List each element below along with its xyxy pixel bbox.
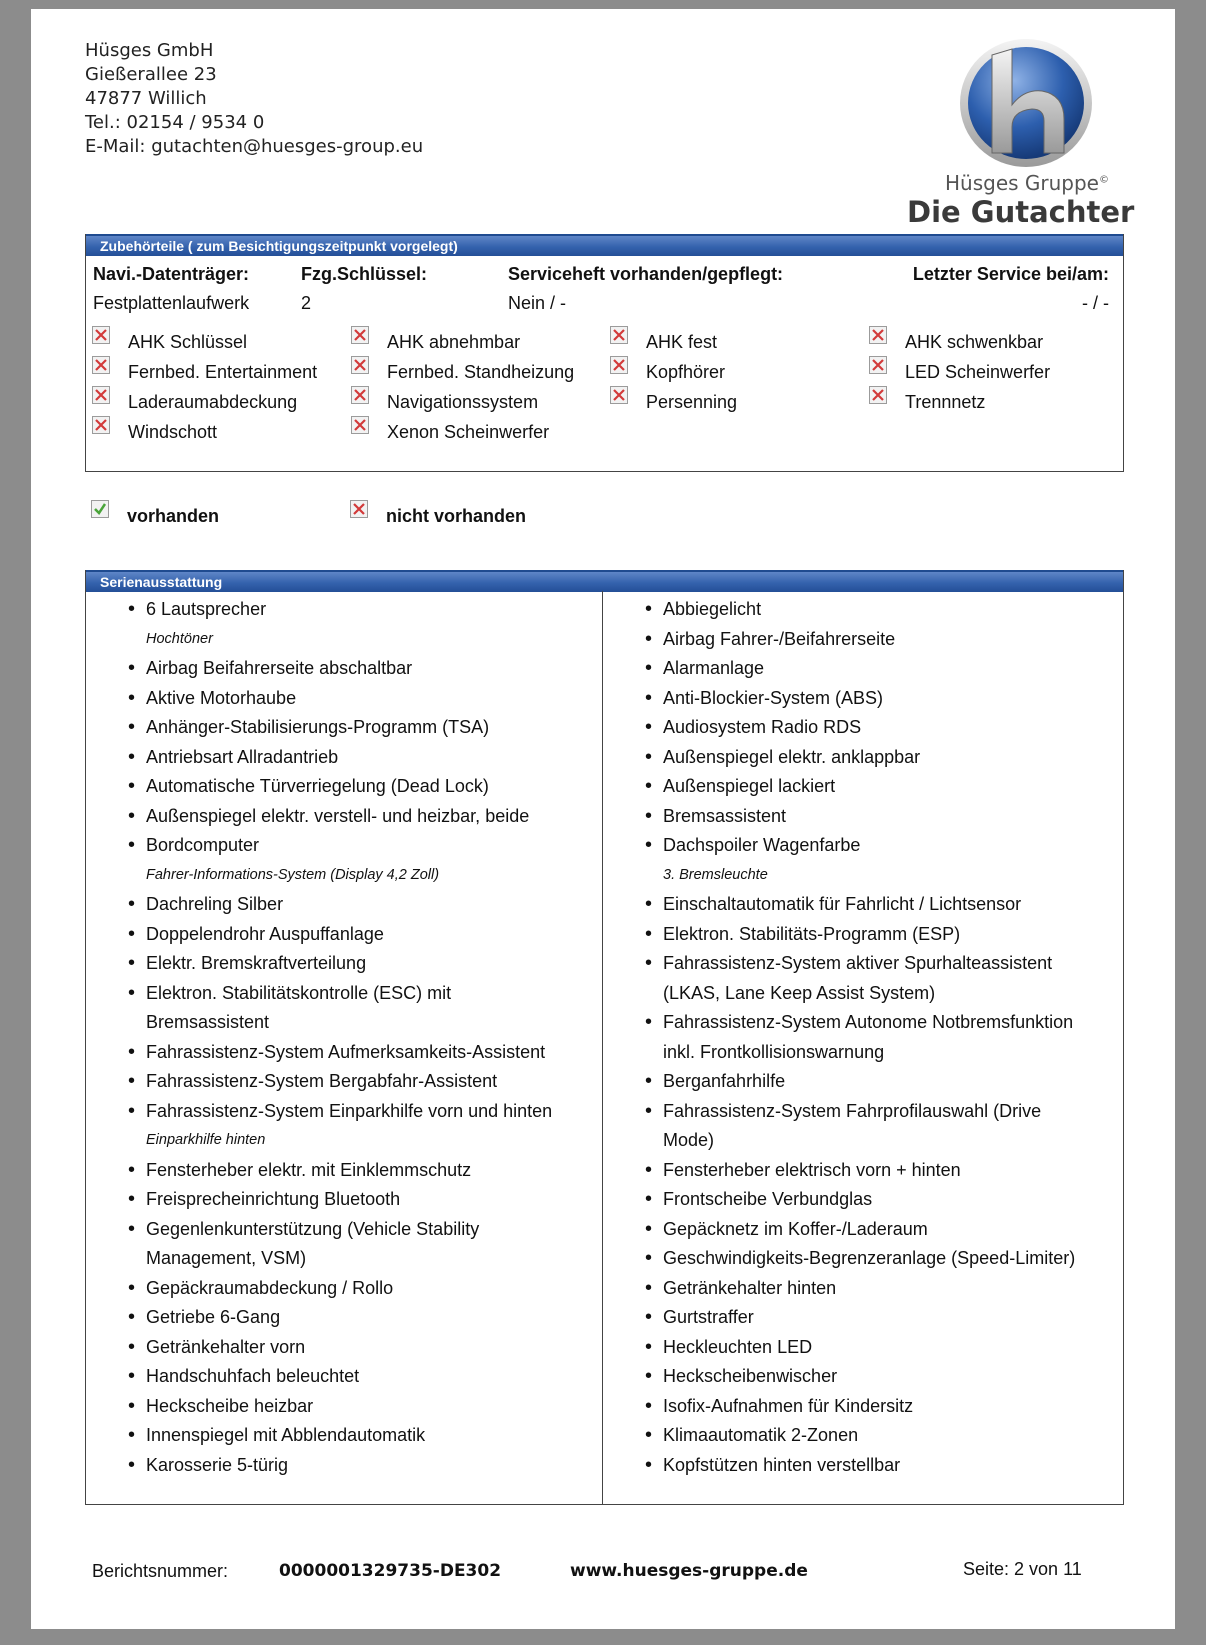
accessory-label: LED Scheinwerfer [905,362,1051,382]
cross-icon [92,416,110,434]
company-logo [909,35,1149,235]
equipment-item: • Elektron. Stabilitätskontrolle (ESC) mit [146,979,602,1009]
accessories-section [85,234,1124,472]
equipment-item: • Fahrassistenz-System aktiver Spurhalteassistent [663,949,1123,979]
series-equipment-section [85,570,1124,1505]
equipment-item: • Isofix-Aufnahmen für Kindersitz [663,1392,1123,1422]
cross-icon [351,386,369,404]
logo-h-emblem [954,35,1104,175]
equipment-item: • Gurtstraffer [663,1303,1123,1333]
equipment-item: • Gepäckraumabdeckung / Rollo [146,1274,602,1304]
series-list-right [663,595,1123,1480]
header-last-service: Letzter Service bei/am: [912,264,1109,284]
company-address [85,39,423,159]
equipment-item: • Doppelendrohr Auspuffanlage [146,920,602,950]
equipment-item: • Aktive Motorhaube [146,684,602,714]
equipment-item: • Außenspiegel lackiert [663,772,1123,802]
equipment-item: • Getränkehalter vorn [146,1333,602,1363]
cross-icon [92,386,110,404]
accessories-title: Zubehörteile ( zum Besichtigungszeitpunkt vorgelegt) [86,234,1123,256]
equipment-item: • Fahrassistenz-System Bergabfahr-Assistent [146,1067,602,1097]
equipment-item: Management, VSM) [146,1248,307,1268]
equipment-item: • Außenspiegel elektr. anklappbar [663,743,1123,773]
cross-icon [869,326,887,344]
equipment-note: 3. Bremsleuchte [663,866,768,883]
equipment-item: • Alarmanlage [663,654,1123,684]
footer-website-link[interactable]: www.huesges-gruppe.de [570,1561,808,1581]
equipment-item: • Abbiegelicht [663,595,1123,625]
equipment-item: • Freisprecheinrichtung Bluetooth [146,1185,602,1215]
equipment-item: • Bremsassistent [663,802,1123,832]
equipment-item: • Airbag Fahrer-/Beifahrerseite [663,625,1123,655]
company-street: Gießerallee 23 [85,64,217,85]
company-name: Hüsges GmbH [85,40,214,61]
accessory-label: Kopfhörer [646,362,726,382]
equipment-item: • Fahrassistenz-System Aufmerksamkeits-Assistent [146,1038,602,1068]
equipment-item: • Kopfstützen hinten verstellbar [663,1451,1123,1481]
equipment-item: • Elektron. Stabilitäts-Programm (ESP) [663,920,1123,950]
equipment-item: • Fahrassistenz-System Einparkhilfe vorn und hinten [146,1097,602,1127]
company-city: 47877 Willich [85,88,207,109]
equipment-item: • Klimaautomatik 2-Zonen [663,1421,1123,1451]
accessory-label: AHK fest [646,332,718,352]
equipment-item: inkl. Frontkollisionswarnung [663,1041,885,1062]
equipment-item: • Geschwindigkeits-Begrenzeranlage (Speed-Limiter) [663,1244,1123,1274]
equipment-item: • Getränkehalter hinten [663,1274,1123,1304]
cross-icon [869,386,887,404]
equipment-item: • Innenspiegel mit Abblendautomatik [146,1421,602,1451]
footer-report-label: Berichtsnummer: [92,1561,229,1581]
footer-report-number: 0000001329735-DE302 [279,1561,502,1581]
equipment-item: • Karosserie 5-türig [146,1451,602,1481]
accessory-label: AHK schwenkbar [905,332,1044,352]
equipment-item: • Airbag Beifahrerseite abschaltbar [146,654,602,684]
equipment-note: Fahrer-Informations-System (Display 4,2 Zoll) [146,866,440,883]
equipment-item: • Automatische Türverriegelung (Dead Lock) [146,772,602,802]
report-page [31,9,1175,1629]
accessory-label: AHK abnehmbar [387,332,521,352]
equipment-item: • Bordcomputer [146,831,602,861]
cross-icon [610,326,628,344]
equipment-item: • Anhänger-Stabilisierungs-Programm (TSA) [146,713,602,743]
series-list-left [146,595,602,1480]
legend-absent-label: nicht vorhanden [386,506,527,526]
accessory-label: Navigationssystem [387,392,539,412]
equipment-note: Hochtöner [146,630,213,647]
company-phone: Tel.: 02154 / 9534 0 [85,112,265,133]
equipment-item: • Fensterheber elektr. mit Einklemmschutz [146,1156,602,1186]
series-equipment-title: Serienausstattung [86,570,1123,592]
equipment-item: Bremsassistent [146,1012,270,1032]
equipment-item: • Dachspoiler Wagenfarbe [663,831,1123,861]
equipment-item: • Gepäcknetz im Koffer-/Laderaum [663,1215,1123,1245]
equipment-item: • Heckscheibe heizbar [146,1392,602,1422]
equipment-item: • Fahrassistenz-System Autonome Notbremsfunktion [663,1008,1123,1038]
equipment-item: • Gegenlenkunterstützung (Vehicle Stability [146,1215,602,1245]
value-last-service: - / - [1082,293,1109,313]
accessory-label: Trennnetz [905,392,986,412]
cross-icon [351,416,369,434]
equipment-item: • Handschuhfach beleuchtet [146,1362,602,1392]
equipment-item: • Audiosystem Radio RDS [663,713,1123,743]
checkmark-icon [91,500,109,518]
accessory-label: AHK Schlüssel [128,332,248,352]
equipment-item: • Fahrassistenz-System Fahrprofilauswahl (Drive [663,1097,1123,1127]
equipment-item: • Getriebe 6-Gang [146,1303,602,1333]
accessory-label: Persenning [646,392,738,412]
equipment-item: • Antriebsart Allradantrieb [146,743,602,773]
logo-text-group: Hüsges Gruppe© [944,171,1109,195]
cross-icon [350,500,368,518]
equipment-item: • Berganfahrhilfe [663,1067,1123,1097]
accessory-label: Fernbed. Standheizung [387,362,575,382]
equipment-item: (LKAS, Lane Keep Assist System) [663,982,936,1003]
accessory-label: Laderaumabdeckung [128,392,298,412]
footer-page-number: Seite: 2 von 11 [963,1559,1082,1579]
equipment-item: • Frontscheibe Verbundglas [663,1185,1123,1215]
logo-text-gutachter: Die Gutachter [907,195,1135,229]
cross-icon [610,386,628,404]
equipment-item: • Dachreling Silber [146,890,602,920]
equipment-item: • Heckleuchten LED [663,1333,1123,1363]
equipment-item: • Einschaltautomatik für Fahrlicht / Lichtsensor [663,890,1123,920]
equipment-item: • Anti-Blockier-System (ABS) [663,684,1123,714]
equipment-item: Mode) [663,1130,715,1150]
cross-icon [351,356,369,374]
accessory-label: Xenon Scheinwerfer [387,422,550,442]
series-column-left [86,591,603,1504]
value-service-book: Nein / - [508,293,567,313]
series-column-right [603,591,1123,1504]
cross-icon [869,356,887,374]
header-keys: Fzg.Schlüssel: [301,264,428,284]
equipment-item: • Außenspiegel elektr. verstell- und heizbar, beide [146,802,602,832]
cross-icon [351,326,369,344]
equipment-item: • Elektr. Bremskraftverteilung [146,949,602,979]
cross-icon [92,356,110,374]
value-keys: 2 [301,293,312,313]
equipment-item: • Fensterheber elektrisch vorn + hinten [663,1156,1123,1186]
cross-icon [610,356,628,374]
equipment-note: Einparkhilfe hinten [146,1132,266,1148]
cross-icon [92,326,110,344]
equipment-item: • 6 Lautsprecher [146,595,602,625]
header-service-book: Serviceheft vorhanden/gepflegt: [508,264,784,284]
accessory-label: Windschott [128,422,218,442]
company-email: E-Mail: gutachten@huesges-group.eu [85,136,424,157]
value-navi: Festplattenlaufwerk [93,293,250,313]
header-navi: Navi.-Datenträger: [93,264,250,284]
accessory-label: Fernbed. Entertainment [128,362,318,382]
equipment-item: • Heckscheibenwischer [663,1362,1123,1392]
legend-present-label: vorhanden [127,506,220,526]
